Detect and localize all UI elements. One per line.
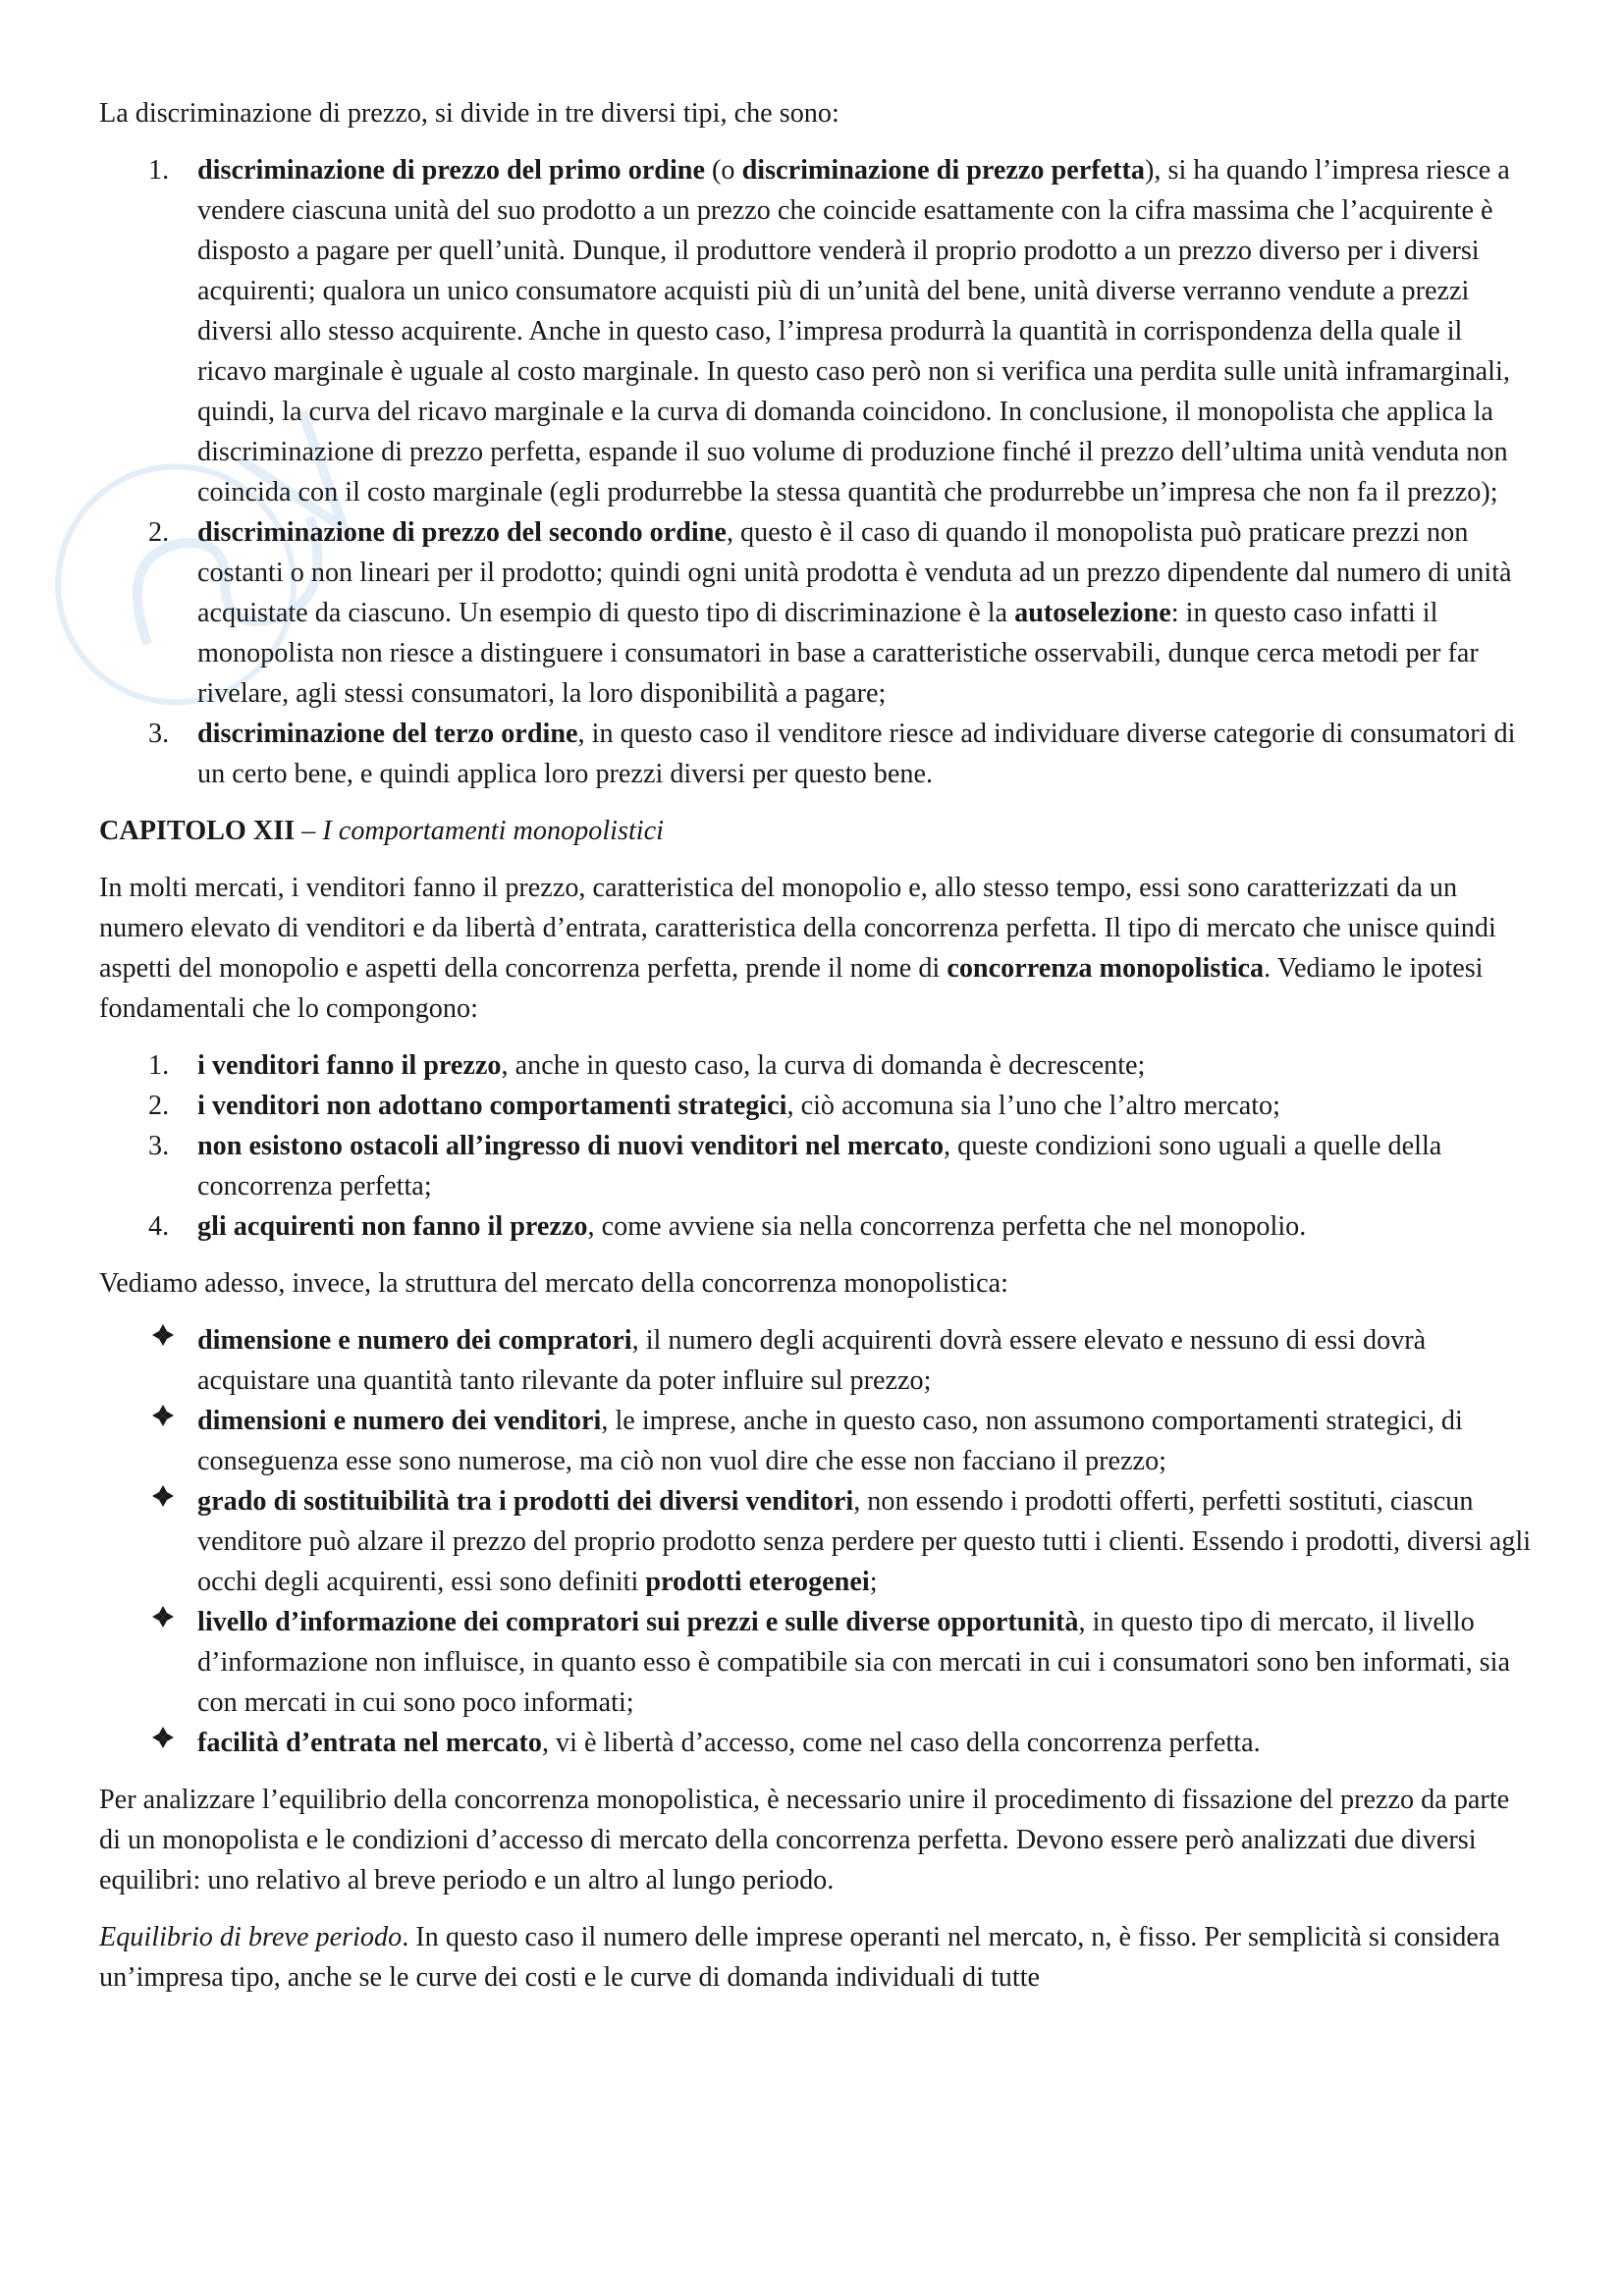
bold-term: grado di sostituibilità tra i prodotti dei diversi venditori [197, 1486, 854, 1517]
bold-term: facilità d’entrata nel mercato [197, 1728, 542, 1758]
bold-term: autoselezione [1014, 598, 1171, 628]
list-number: 1. [148, 155, 170, 186]
list-text: ; [869, 1567, 878, 1597]
list-text: : in questo caso infatti il monopolista non riesce a distinguere i consumatori in base a caratteristiche osservabili, dunque cerca metodi per far rivelare, agli stessi consumatori, la loro disponibilità a pagare; [197, 598, 1479, 709]
paragraph: Vediamo adesso, invece, la struttura del mercato della concorrenza monopolistica: [99, 1268, 1008, 1299]
hypotheses-list [99, 1045, 1535, 1247]
list-item [99, 512, 1535, 714]
list-text: (o [705, 155, 742, 186]
list-text: , come avviene sia nella concorrenza perfetta che nel monopolio. [587, 1211, 1307, 1242]
list-number: 4. [148, 1211, 170, 1242]
diamond-bullet-icon [148, 1723, 178, 1752]
list-item [99, 1126, 1535, 1206]
diamond-bullet-icon [148, 1602, 178, 1631]
bold-term: discriminazione di prezzo perfetta [741, 155, 1146, 186]
list-number: 2. [148, 517, 170, 548]
list-item [99, 1320, 1535, 1401]
diamond-bullet-icon [148, 1481, 178, 1511]
paragraph-text: . Vediamo le ipotesi fondamentali che lo compongono: [99, 953, 1484, 1024]
document-page [99, 93, 1535, 1998]
list-text: , non essendo i prodotti offerti, perfetti sostituti, ciascun venditore può alzare il prezzo del proprio prodotto senza perdere per questo tutti i clienti. Essendo i prodotti, diversi agli occhi degli acquirenti, essi sono definiti [197, 1486, 1532, 1597]
list-item [99, 1602, 1535, 1723]
paragraph-text: In molti mercati, i venditori fanno il prezzo, caratteristica del monopolio e, allo stesso tempo, essi sono caratterizzati da un numero elevato di venditori e da libertà d’entrata, caratteristica della concorrenza perfetta. Il tipo di mercato che unisce quindi aspetti del monopolio e aspetti della concorrenza perfetta, prende il nome di [99, 873, 1496, 984]
paragraph-text: . In questo caso il numero delle imprese operanti nel mercato, n, è fisso. Per semplicità si considera un’impresa tipo, anche se le curve dei costi e le curve di domanda individuali di tutte [99, 1922, 1500, 1993]
chapter-dash: – [295, 816, 323, 846]
paragraph: Per analizzare l’equilibrio della concorrenza monopolistica, è necessario unire il procedimento di fissazione del prezzo da parte di un monopolista e le condizioni d’accesso di mercato della concorrenza perfetta. Devono essere però analizzati due diversi equilibri: uno relativo al breve periodo e un altro al lungo periodo. [99, 1785, 1510, 1896]
list-text: , vi è libertà d’accesso, come nel caso della concorrenza perfetta. [541, 1728, 1261, 1758]
list-text: , questo è il caso di quando il monopolista può praticare prezzi non costanti o non lineari per il prodotto; quindi ogni unità prodotta è venduta ad un prezzo dipendente dal numero di unità acquistate da ciascuno. Un esempio di questo tipo di discriminazione è la [197, 517, 1512, 628]
list-item [99, 1206, 1535, 1247]
list-text: , queste condizioni sono uguali a quelle della concorrenza perfetta; [197, 1131, 1442, 1201]
list-number: 2. [148, 1091, 170, 1121]
list-item [99, 1481, 1535, 1602]
bold-term: discriminazione di prezzo del primo ordine [197, 155, 705, 186]
chapter-heading [99, 811, 1535, 851]
bold-term: gli acquirenti non fanno il prezzo [197, 1211, 588, 1242]
bold-term: dimensione e numero dei compratori [197, 1325, 632, 1356]
paragraph [99, 868, 1535, 1029]
list-text: ), si ha quando l’impresa riesce a vendere ciascuna unità del suo prodotto a un prezzo che coincide esattamente con la cifra massima che l’acquirente è disposto a pagare per quell’unità. Dunque, il produttore venderà il proprio prodotto a un prezzo diverso per i diversi acquirenti; qualora un unico consumatore acquisti più di un’unità del bene, unità diverse verranno vendute a prezzi diversi allo stesso acquirente. Anche in questo caso, l’impresa produrrà la quantità in corrispondenza della quale il ricavo marginale è uguale al costo marginale. In questo caso però non si verifica una perdita sulle unità inframarginali, quindi, la curva del ricavo marginale e la curva di domanda coincidono. In conclusione, il monopolista che applica la discriminazione di prezzo perfetta, espande il suo volume di produzione finché il prezzo dell’ultima unità venduta non coincida con il costo marginale (egli produrrebbe la stessa quantità che produrrebbe un’impresa che non fa il prezzo); [197, 155, 1510, 507]
list-text: , il numero degli acquirenti dovrà essere elevato e nessuno di essi dovrà acquistare una quantità tanto rilevante da poter influire sul prezzo; [197, 1325, 1427, 1396]
list-text: , ciò accomuna sia l’uno che l’altro mercato; [786, 1091, 1280, 1121]
list-item [99, 1723, 1535, 1763]
chapter-title: I comportamenti monopolistici [322, 816, 664, 846]
bold-term: i venditori fanno il prezzo [197, 1050, 502, 1081]
intro-paragraph: La discriminazione di prezzo, si divide in tre diversi tipi, che sono: [99, 98, 839, 129]
list-item [99, 714, 1535, 794]
bold-term: i venditori non adottano comportamenti strategici [197, 1091, 787, 1121]
list-text: , in questo caso il venditore riesce ad individuare diverse categorie di consumatori di un certo bene, e quindi applica loro prezzi diversi per questo bene. [197, 719, 1516, 789]
diamond-bullet-icon [148, 1401, 178, 1430]
bold-term: non esistono ostacoli all’ingresso di nuovi venditori nel mercato [197, 1131, 945, 1161]
list-text: , anche in questo caso, la curva di domanda è decrescente; [501, 1050, 1146, 1081]
bold-term: discriminazione di prezzo del secondo ordine [197, 517, 727, 548]
bold-term: concorrenza monopolistica [947, 953, 1265, 984]
bold-term: prodotti eterogenei [645, 1567, 870, 1597]
list-item [99, 1401, 1535, 1481]
diamond-bullet-icon [148, 1320, 178, 1350]
bold-term: discriminazione del terzo ordine [197, 719, 578, 749]
list-item [99, 1086, 1535, 1126]
list-text: , in questo tipo di mercato, il livello d’informazione non influisce, in quanto esso è compatibile sia con mercati in cui i consumatori sono ben informati, sia con mercati in cui sono poco informati; [197, 1607, 1510, 1718]
market-structure-list [99, 1320, 1535, 1763]
paragraph [99, 1917, 1535, 1998]
list-text: , le imprese, anche in questo caso, non assumono comportamenti strategici, di conseguenza esse sono numerose, ma ciò non vuol dire che esse non facciano il prezzo; [197, 1406, 1463, 1476]
list-item [99, 150, 1535, 512]
list-number: 3. [148, 719, 170, 749]
discrimination-list [99, 150, 1535, 794]
bold-term: livello d’informazione dei compratori sui prezzi e sulle diverse opportunità [197, 1607, 1079, 1637]
list-item [99, 1045, 1535, 1086]
bold-term: dimensioni e numero dei venditori [197, 1406, 602, 1436]
chapter-label: CAPITOLO XII [99, 816, 296, 846]
italic-term: Equilibrio di breve periodo [99, 1922, 403, 1952]
list-number: 3. [148, 1131, 170, 1161]
list-number: 1. [148, 1050, 170, 1081]
